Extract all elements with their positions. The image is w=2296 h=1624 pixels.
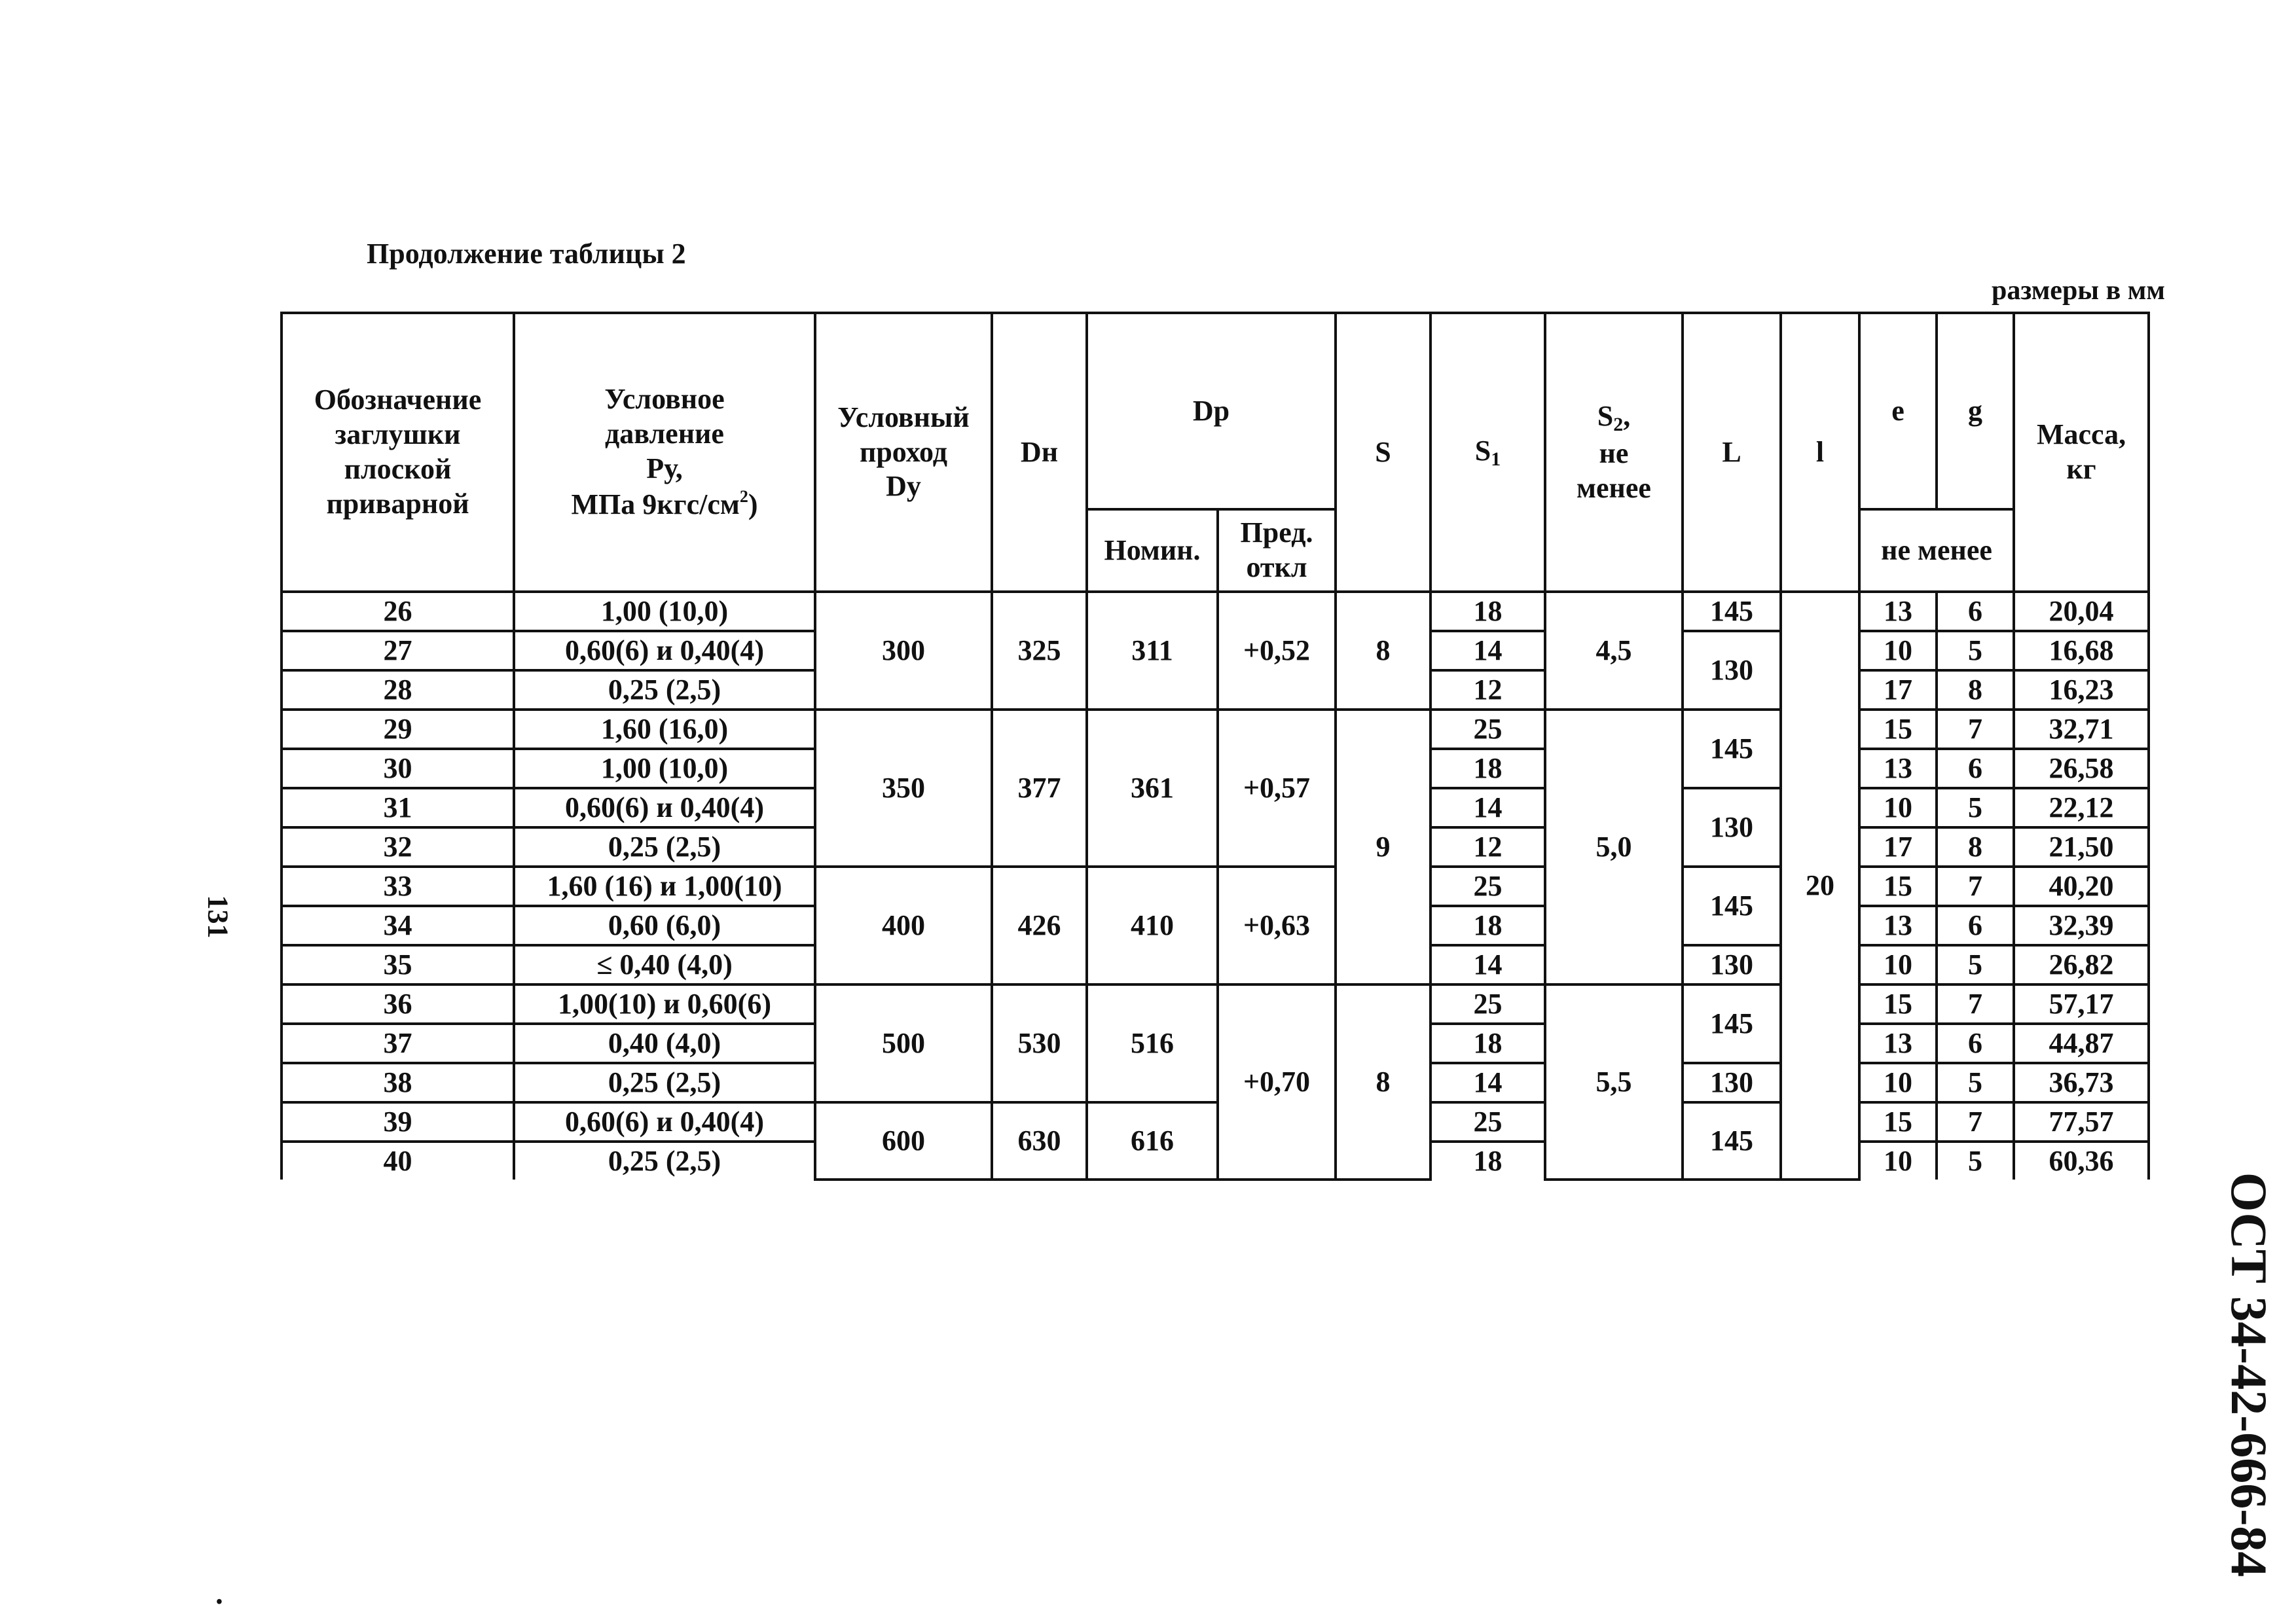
cell-s1: 18 xyxy=(1430,592,1545,631)
cell-s1: 14 xyxy=(1430,631,1545,670)
cell-l-upper: 145 xyxy=(1683,867,1781,945)
cell-g: 7 xyxy=(1937,984,2014,1024)
cell-e: 13 xyxy=(1859,906,1937,945)
cell-l-upper: 130 xyxy=(1683,788,1781,867)
cell-mass: 77,57 xyxy=(2014,1102,2149,1142)
cell-g: 7 xyxy=(1937,1102,2014,1142)
cell-id: 32 xyxy=(282,827,514,867)
table-row xyxy=(282,1102,2149,1142)
cell-pressure: 0,60(6) и 0,40(4) xyxy=(514,631,815,670)
cell-dn: 630 xyxy=(992,1102,1087,1180)
cell-id: 31 xyxy=(282,788,514,827)
cell-g: 5 xyxy=(1937,1142,2014,1180)
cell-e: 15 xyxy=(1859,710,1937,749)
cell-pressure: 0,60(6) и 0,40(4) xyxy=(514,1102,815,1142)
dimensions-table xyxy=(280,312,2150,1181)
cell-mass: 16,23 xyxy=(2014,670,2149,710)
cell-dy: 300 xyxy=(815,592,992,710)
cell-dp-tolerance: +0,57 xyxy=(1218,710,1336,867)
cell-dp-tolerance: +0,63 xyxy=(1218,867,1336,984)
cell-s: 8 xyxy=(1336,984,1430,1180)
cell-l-upper: 145 xyxy=(1683,984,1781,1063)
cell-s1: 25 xyxy=(1430,710,1545,749)
header-g: g xyxy=(1937,313,2014,509)
cell-mass: 32,71 xyxy=(2014,710,2149,749)
cell-g: 7 xyxy=(1937,710,2014,749)
cell-s1: 12 xyxy=(1430,670,1545,710)
cell-dp-nomin: 516 xyxy=(1087,984,1218,1102)
cell-dp-tolerance: +0,70 xyxy=(1218,984,1336,1180)
page-number: 131 xyxy=(202,895,234,939)
header-e: е xyxy=(1859,313,1937,509)
header-dn: Dн xyxy=(992,313,1087,592)
cell-e: 10 xyxy=(1859,1142,1937,1180)
cell-dy: 600 xyxy=(815,1102,992,1180)
header-dp-tolerance: Пред. откл xyxy=(1218,509,1336,592)
cell-g: 5 xyxy=(1937,1063,2014,1102)
cell-id: 35 xyxy=(282,945,514,984)
cell-id: 26 xyxy=(282,592,514,631)
cell-pressure: 1,00 (10,0) xyxy=(514,749,815,788)
cell-mass: 36,73 xyxy=(2014,1063,2149,1102)
cell-pressure: 1,60 (16,0) xyxy=(514,710,815,749)
cell-pressure: 0,25 (2,5) xyxy=(514,1063,815,1102)
header-passage: Условный проход Dу xyxy=(815,313,992,592)
cell-s1: 25 xyxy=(1430,867,1545,906)
cell-mass: 32,39 xyxy=(2014,906,2149,945)
header-mass: Масса, кг xyxy=(2014,313,2149,592)
cell-pressure: 0,60(6) и 0,40(4) xyxy=(514,788,815,827)
cell-id: 37 xyxy=(282,1024,514,1063)
table-caption: Продолжение таблицы 2 xyxy=(367,238,686,270)
cell-mass: 26,58 xyxy=(2014,749,2149,788)
header-l-lower: l xyxy=(1781,313,1859,592)
cell-pressure: 0,25 (2,5) xyxy=(514,670,815,710)
cell-dp-nomin: 361 xyxy=(1087,710,1218,867)
cell-dy: 400 xyxy=(815,867,992,984)
cell-id: 34 xyxy=(282,906,514,945)
cell-dp-nomin: 410 xyxy=(1087,867,1218,984)
cell-id: 36 xyxy=(282,984,514,1024)
cell-s1: 14 xyxy=(1430,945,1545,984)
cell-dy: 350 xyxy=(815,710,992,867)
table-row xyxy=(282,592,2149,631)
header-s: S xyxy=(1336,313,1430,592)
cell-mass: 44,87 xyxy=(2014,1024,2149,1063)
cell-pressure: 0,25 (2,5) xyxy=(514,1142,815,1180)
cell-mass: 57,17 xyxy=(2014,984,2149,1024)
cell-id: 27 xyxy=(282,631,514,670)
cell-mass: 21,50 xyxy=(2014,827,2149,867)
cell-pressure: 0,25 (2,5) xyxy=(514,827,815,867)
cell-dn: 377 xyxy=(992,710,1087,867)
cell-dn: 530 xyxy=(992,984,1087,1102)
cell-l-upper: 145 xyxy=(1683,1102,1781,1180)
cell-dp-nomin: 616 xyxy=(1087,1102,1218,1180)
table-row xyxy=(282,984,2149,1024)
cell-dp-nomin: 311 xyxy=(1087,592,1218,710)
cell-g: 6 xyxy=(1937,749,2014,788)
cell-mass: 20,04 xyxy=(2014,592,2149,631)
cell-g: 6 xyxy=(1937,592,2014,631)
cell-s1: 12 xyxy=(1430,827,1545,867)
cell-l-upper: 130 xyxy=(1683,945,1781,984)
cell-mass: 26,82 xyxy=(2014,945,2149,984)
cell-s2: 4,5 xyxy=(1545,592,1683,710)
cell-mass: 22,12 xyxy=(2014,788,2149,827)
header-s2: $S_2$, не менее xyxy=(1545,313,1683,592)
cell-e: 10 xyxy=(1859,1063,1937,1102)
cell-pressure: 1,60 (16) и 1,00(10) xyxy=(514,867,815,906)
cell-id: 38 xyxy=(282,1063,514,1102)
cell-dp-tolerance: +0,52 xyxy=(1218,592,1336,710)
cell-dy: 500 xyxy=(815,984,992,1102)
cell-g: 6 xyxy=(1937,906,2014,945)
cell-e: 13 xyxy=(1859,1024,1937,1063)
cell-l-upper: 130 xyxy=(1683,631,1781,710)
cell-pressure: 0,40 (4,0) xyxy=(514,1024,815,1063)
cell-id: 30 xyxy=(282,749,514,788)
cell-dn: 325 xyxy=(992,592,1087,710)
cell-g: 5 xyxy=(1937,945,2014,984)
cell-id: 40 xyxy=(282,1142,514,1180)
standard-code: ОСТ 34-42-666-84 xyxy=(2221,1172,2278,1578)
cell-l-upper: 145 xyxy=(1683,592,1781,631)
cell-l-upper: 145 xyxy=(1683,710,1781,788)
cell-s1: 25 xyxy=(1430,984,1545,1024)
cell-id: 29 xyxy=(282,710,514,749)
cell-s1: 18 xyxy=(1430,906,1545,945)
cell-l-upper: 130 xyxy=(1683,1063,1781,1102)
cell-s: 8 xyxy=(1336,592,1430,710)
cell-mass: 16,68 xyxy=(2014,631,2149,670)
cell-e: 17 xyxy=(1859,827,1937,867)
cell-g: 7 xyxy=(1937,867,2014,906)
cell-mass: 40,20 xyxy=(2014,867,2149,906)
cell-g: 5 xyxy=(1937,631,2014,670)
cell-s1: 18 xyxy=(1430,1142,1545,1180)
cell-e: 15 xyxy=(1859,984,1937,1024)
cell-s: 9 xyxy=(1336,710,1430,984)
header-s1: $S_1$ xyxy=(1430,313,1545,592)
cell-e: 13 xyxy=(1859,592,1937,631)
cell-e: 15 xyxy=(1859,867,1937,906)
header-designation: Обозначение заглушки плоской приварной xyxy=(282,313,514,592)
cell-s1: 25 xyxy=(1430,1102,1545,1142)
cell-g: 8 xyxy=(1937,670,2014,710)
table-row xyxy=(282,710,2149,749)
cell-s1: 14 xyxy=(1430,1063,1545,1102)
cell-l-lower: 20 xyxy=(1781,592,1859,1180)
cell-e: 15 xyxy=(1859,1102,1937,1142)
cell-g: 6 xyxy=(1937,1024,2014,1063)
cell-id: 28 xyxy=(282,670,514,710)
cell-id: 33 xyxy=(282,867,514,906)
header-l-upper: L xyxy=(1683,313,1781,592)
cell-pressure: 1,00(10) и 0,60(6) xyxy=(514,984,815,1024)
cell-s1: 18 xyxy=(1430,1024,1545,1063)
cell-e: 10 xyxy=(1859,631,1937,670)
cell-e: 10 xyxy=(1859,788,1937,827)
cell-s1: 14 xyxy=(1430,788,1545,827)
cell-g: 5 xyxy=(1937,788,2014,827)
cell-s2: 5,5 xyxy=(1545,984,1683,1180)
table-row xyxy=(282,867,2149,906)
header-not-less: не менее xyxy=(1859,509,2014,592)
cell-dn: 426 xyxy=(992,867,1087,984)
cell-pressure: 1,00 (10,0) xyxy=(514,592,815,631)
cell-pressure: 0,60 (6,0) xyxy=(514,906,815,945)
cell-e: 17 xyxy=(1859,670,1937,710)
header-pressure: Условное давление Ру, МПа $9кгс/см^2$) xyxy=(514,313,815,592)
cell-e: 13 xyxy=(1859,749,1937,788)
cell-s1: 18 xyxy=(1430,749,1545,788)
cell-pressure: ≤ 0,40 (4,0) xyxy=(514,945,815,984)
units-note: размеры в мм xyxy=(1992,276,2165,306)
header-dp: Dр xyxy=(1087,313,1336,509)
header-dp-nomin: Номин. xyxy=(1087,509,1218,592)
cell-g: 8 xyxy=(1937,827,2014,867)
bottom-mark: • xyxy=(216,1592,223,1612)
cell-s2: 5,0 xyxy=(1545,710,1683,984)
cell-mass: 60,36 xyxy=(2014,1142,2149,1180)
cell-e: 10 xyxy=(1859,945,1937,984)
cell-id: 39 xyxy=(282,1102,514,1142)
